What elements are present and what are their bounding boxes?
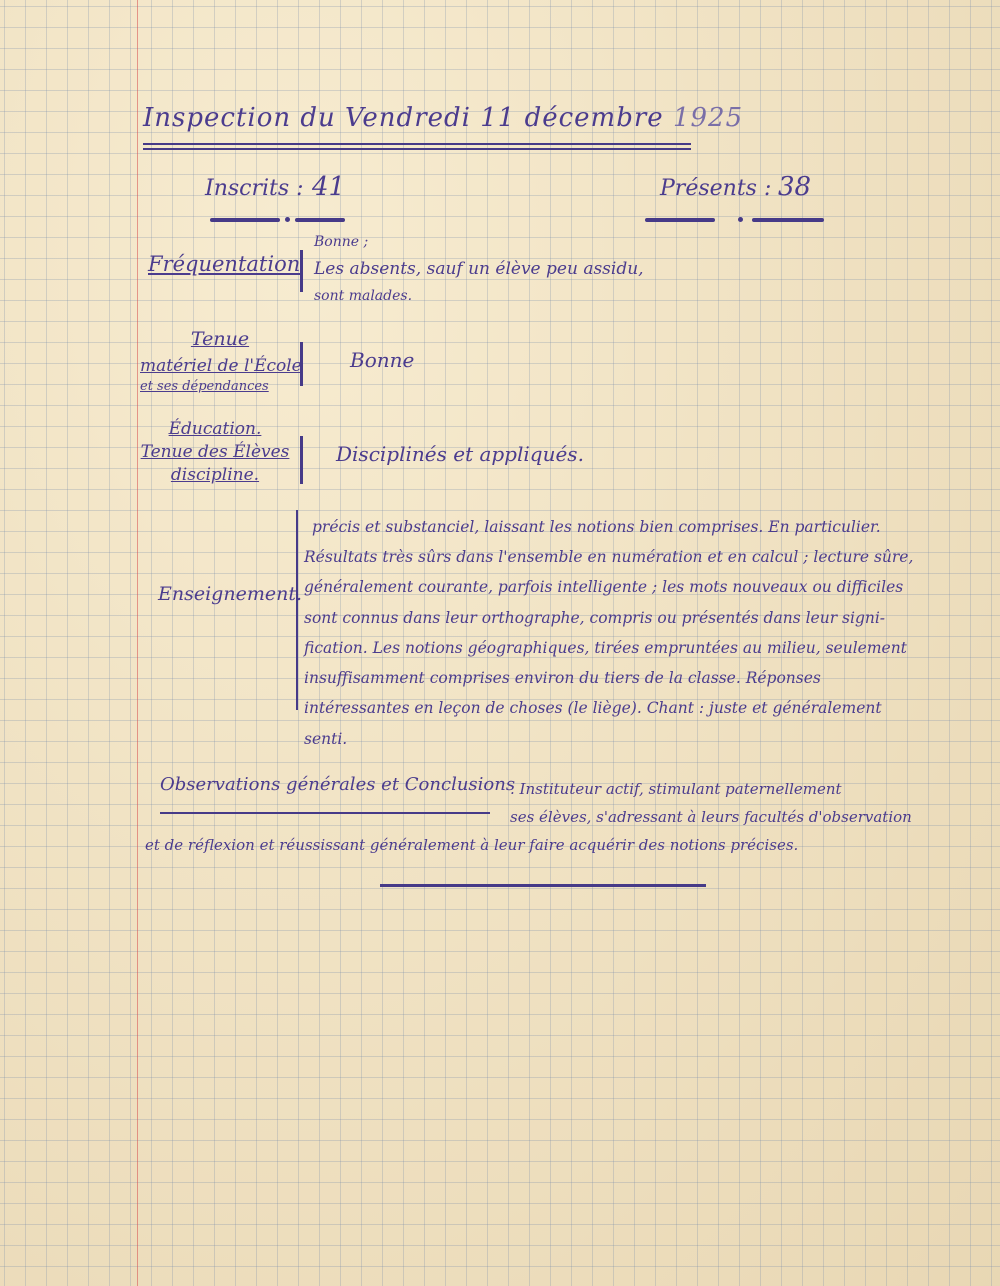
tenue-materiel-label-line: et ses dépendances	[140, 379, 269, 395]
enseignement-brace	[296, 510, 298, 710]
frequentation-line: Bonne ;	[314, 234, 369, 250]
frequentation-line: sont malades.	[314, 288, 413, 305]
enseignement-line: senti.	[304, 729, 348, 748]
tenue-materiel-value: Bonne	[350, 348, 415, 372]
observations-underline	[160, 812, 490, 814]
observations-line: et de réflexion et réussissant généralement à leur faire acquérir des notions précises.	[145, 836, 799, 854]
education-label-line: Tenue des Élèves	[140, 441, 290, 462]
enseignement-line: intéressantes en leçon de choses (le liège). Chant : juste et généralement	[304, 699, 882, 718]
education-brace	[300, 436, 303, 484]
frequentation-text	[314, 230, 644, 309]
frequentation-label: Fréquentation	[148, 252, 301, 276]
ornament-dot-right	[738, 217, 743, 222]
ornament-left-a	[210, 218, 280, 222]
enseignement-text	[304, 512, 913, 754]
ornament-right-a	[645, 218, 715, 222]
tenue-materiel-label-line: Tenue	[190, 328, 250, 350]
page-title	[143, 103, 743, 133]
education-label-line: discipline.	[170, 464, 260, 485]
frequentation-line: Les absents, sauf un élève peu assidu,	[314, 258, 644, 279]
inscrits-label: Inscrits :	[205, 176, 304, 201]
observations-line: . Instituteur actif, stimulant paternellement	[510, 780, 842, 798]
tenue-materiel-label-line: matériel de l'École	[140, 355, 302, 376]
observations-line: ses élèves, s'adressant à leurs facultés d'observation	[510, 808, 912, 826]
ornament-left-b	[295, 218, 345, 222]
observations-label: Observations générales et Conclusions	[160, 774, 516, 795]
ornament-right-b	[752, 218, 824, 222]
frequentation-brace	[300, 250, 303, 292]
tenue-materiel-brace	[300, 342, 303, 386]
enseignement-line: insuffisamment comprises environ du tiers de la classe. Réponses	[304, 669, 821, 688]
education-label	[140, 418, 290, 487]
enseignement-line: fication. Les notions géographiques, tirées empruntées au milieu, seulement	[304, 638, 907, 657]
title-year: 1925	[672, 103, 744, 133]
margin-line	[137, 0, 138, 1286]
education-value: Disciplinés et appliqués.	[336, 442, 584, 466]
title-underline-2	[143, 148, 691, 150]
enseignement-line: précis et substanciel, laissant les notions bien comprises. En particulier.	[312, 518, 881, 536]
title-underline	[143, 143, 691, 145]
title-text: Inspection du Vendredi 11 décembre	[143, 103, 664, 133]
presents-label: Présents :	[660, 176, 772, 201]
enseignement-line: sont connus dans leur orthographe, compris ou présentés dans leur signi-	[304, 608, 886, 627]
ornament-dot-left	[285, 217, 290, 222]
closing-rule	[380, 884, 706, 887]
enseignement-line: généralement courante, parfois intelligente ; les mots nouveaux ou difficiles	[304, 578, 904, 597]
enseignement-label: Enseignement.	[158, 583, 302, 605]
inscrits-value: 41	[312, 172, 346, 202]
enseignement-line: Résultats très sûrs dans l'ensemble en numération et en calcul ; lecture sûre,	[304, 548, 914, 567]
presents-value: 38	[778, 172, 812, 202]
education-label-line: Éducation.	[168, 419, 262, 439]
tenue-materiel-label	[140, 326, 300, 397]
